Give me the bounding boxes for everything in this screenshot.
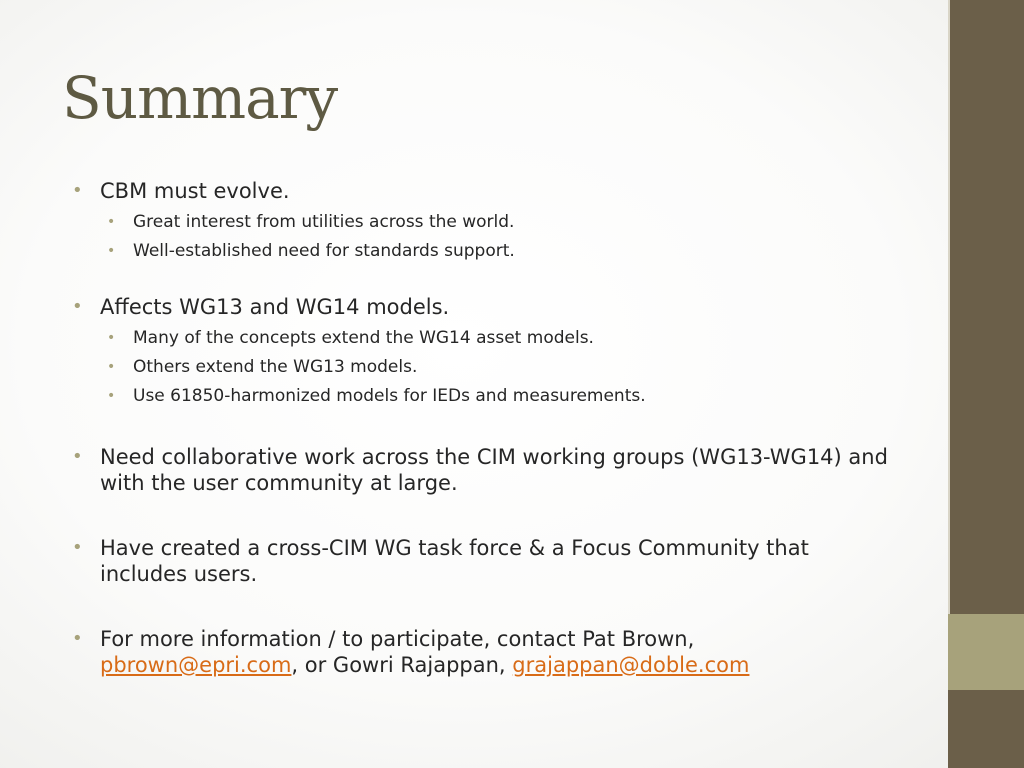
bullet-text: CBM must evolve. (100, 179, 290, 203)
bullet-text: Need collaborative work across the CIM working groups (WG13-WG14) and with the user community at large. (100, 445, 888, 495)
sub-bullet-text: Use 61850-harmonized models for IEDs and measurements. (133, 386, 646, 406)
sub-bullet-item (0, 324, 948, 353)
sub-bullet-text: Many of the concepts extend the WG14 asset models. (133, 328, 594, 348)
bullet-text: Have created a cross-CIM WG task force & a Focus Community that includes users. (100, 536, 809, 586)
sidebar-bottom-band (948, 690, 1024, 768)
bullet-icon: • (107, 359, 116, 375)
bullet-item (0, 294, 890, 320)
bullet-icon: • (72, 446, 83, 467)
decorative-sidebar (948, 0, 1024, 768)
bullet-icon: • (107, 388, 116, 404)
bullet-icon: • (107, 330, 116, 346)
sub-bullet-text: Others extend the WG13 models. (133, 357, 418, 377)
sub-bullet-text: Well-established need for standards support. (133, 241, 515, 261)
bullet-icon: • (72, 296, 83, 317)
sub-bullet-text: Great interest from utilities across the world. (133, 212, 515, 232)
sub-bullet-item (0, 208, 948, 237)
contact-text: For more information / to participate, contact Pat Brown, (100, 627, 695, 651)
bullet-icon: • (72, 537, 83, 558)
sub-bullet-item (0, 237, 948, 266)
email-link-grajappan[interactable]: grajappan@doble.com (512, 653, 750, 677)
bullet-list (0, 178, 948, 678)
sidebar-accent-band (948, 614, 1024, 690)
bullet-item (0, 444, 890, 496)
bullet-icon: • (107, 214, 116, 230)
sub-bullet-item (0, 382, 948, 411)
slide-title: Summary (62, 64, 338, 132)
email-link-pbrown[interactable]: pbrown@epri.com (100, 653, 292, 677)
contact-bullet (0, 626, 890, 678)
sub-bullet-item (0, 353, 948, 382)
bullet-item (0, 178, 890, 204)
bullet-icon: • (72, 628, 83, 649)
bullet-text: Affects WG13 and WG14 models. (100, 295, 450, 319)
contact-text-middle: , or Gowri Rajappan, (291, 653, 506, 677)
bullet-icon: • (72, 180, 83, 201)
bullet-icon: • (107, 243, 116, 259)
bullet-item (0, 535, 890, 587)
